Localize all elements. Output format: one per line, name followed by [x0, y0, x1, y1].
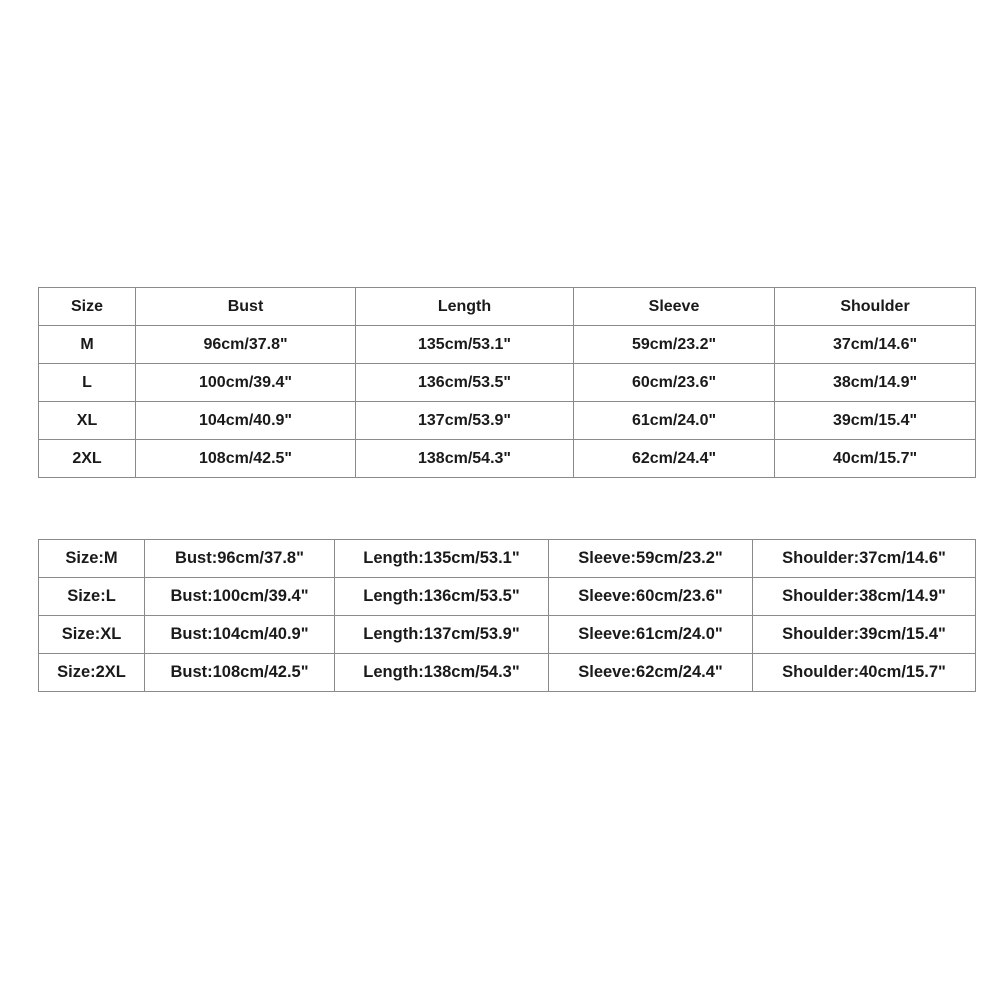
table-cell: 2XL: [39, 440, 136, 478]
header-cell: Length: [356, 288, 574, 326]
table-cell: 39cm/15.4": [775, 402, 976, 440]
table-cell: Sleeve:60cm/23.6": [549, 578, 753, 616]
table-cell: Shoulder:37cm/14.6": [753, 540, 976, 578]
table-cell: 108cm/42.5": [136, 440, 356, 478]
table-cell: Bust:104cm/40.9": [145, 616, 335, 654]
table-cell: 38cm/14.9": [775, 364, 976, 402]
table-cell: Bust:108cm/42.5": [145, 654, 335, 692]
table-cell: Sleeve:59cm/23.2": [549, 540, 753, 578]
table-cell: 40cm/15.7": [775, 440, 976, 478]
table-row: [39, 616, 976, 654]
table-row: [39, 578, 976, 616]
table-row: [39, 540, 976, 578]
table-row: [39, 364, 976, 402]
table-cell: 61cm/24.0": [574, 402, 775, 440]
table-row: [39, 326, 976, 364]
table-cell: Size:XL: [39, 616, 145, 654]
table-cell: XL: [39, 402, 136, 440]
table-cell: 37cm/14.6": [775, 326, 976, 364]
table-row: [39, 402, 976, 440]
table-row: [39, 654, 976, 692]
table-cell: 100cm/39.4": [136, 364, 356, 402]
table-cell: 136cm/53.5": [356, 364, 574, 402]
table-cell: Length:138cm/54.3": [335, 654, 549, 692]
table-cell: 137cm/53.9": [356, 402, 574, 440]
header-cell: Shoulder: [775, 288, 976, 326]
table-cell: 138cm/54.3": [356, 440, 574, 478]
table-cell: 104cm/40.9": [136, 402, 356, 440]
table-cell: Size:2XL: [39, 654, 145, 692]
table-row: [39, 440, 976, 478]
size-chart-inline-table: [38, 539, 976, 692]
header-cell: Sleeve: [574, 288, 775, 326]
table-cell: L: [39, 364, 136, 402]
table-cell: Length:137cm/53.9": [335, 616, 549, 654]
table-cell: Bust:96cm/37.8": [145, 540, 335, 578]
table-cell: 62cm/24.4": [574, 440, 775, 478]
table-cell: Length:136cm/53.5": [335, 578, 549, 616]
table-cell: Shoulder:40cm/15.7": [753, 654, 976, 692]
table-cell: M: [39, 326, 136, 364]
table-cell: Length:135cm/53.1": [335, 540, 549, 578]
table-cell: Shoulder:39cm/15.4": [753, 616, 976, 654]
table-cell: 59cm/23.2": [574, 326, 775, 364]
table-cell: Bust:100cm/39.4": [145, 578, 335, 616]
table-cell: Size:L: [39, 578, 145, 616]
table-cell: Sleeve:62cm/24.4": [549, 654, 753, 692]
table-cell: Size:M: [39, 540, 145, 578]
table-cell: 96cm/37.8": [136, 326, 356, 364]
table-cell: 135cm/53.1": [356, 326, 574, 364]
table-cell: Shoulder:38cm/14.9": [753, 578, 976, 616]
table-cell: 60cm/23.6": [574, 364, 775, 402]
table-header-row: [39, 288, 976, 326]
table-cell: Sleeve:61cm/24.0": [549, 616, 753, 654]
size-chart-table: [38, 287, 976, 478]
header-cell: Size: [39, 288, 136, 326]
header-cell: Bust: [136, 288, 356, 326]
